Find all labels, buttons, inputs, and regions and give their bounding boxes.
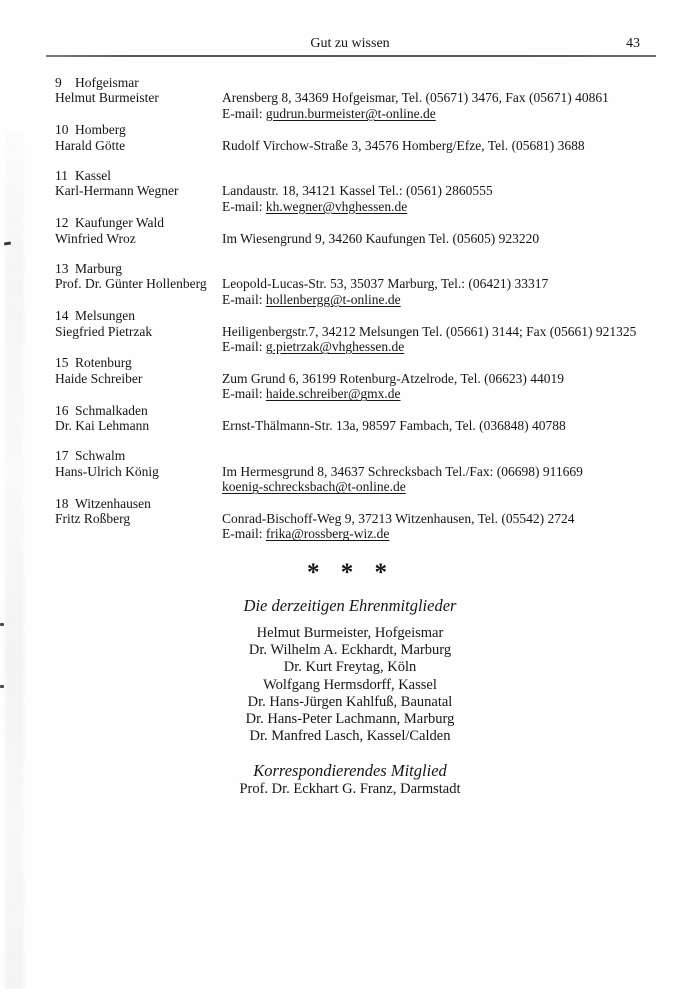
entry-city-line [55,261,222,276]
entry-email: g.pietrzak@vhghessen.de [265,339,405,355]
scan-smudge-band [5,130,24,989]
entry-number: 15 [55,355,69,371]
entry-email-line [222,106,680,121]
entry-address: Leopold-Lucas-Str. 53, 35037 Marburg, Tel.: (06421) 33317 [222,276,549,292]
entry-email-line [222,292,680,307]
entry-address: Rudolf Virchow-Straße 3, 34576 Homberg/Efze, Tel. (05681) 3688 [222,137,585,153]
entry-address: Landaustr. 18, 34121 Kassel Tel.: (0561) 2860555 [222,183,493,199]
entry-city-line [55,215,222,230]
entry-email: hollenbergg@t-online.de [265,291,401,307]
entry-name: Harald Götte [55,137,126,153]
email-prefix: E-mail: [222,339,266,355]
honorary-member: Helmut Burmeister, Hofgeismar [256,625,444,641]
entry-address: Arensberg 8, 34369 Hofgeismar, Tel. (05671) 3476, Fax (05671) 40861 [222,90,609,106]
entry-address: Im Hermesgrund 8, 34637 Schrecksbach Tel./Fax: (06698) 911669 [222,463,583,479]
entry-city: Homberg [75,122,126,138]
corresponding-member: Prof. Dr. Eckhart G. Franz, Darmstadt [239,781,461,797]
entry-city-line [55,308,222,323]
entry-number: 13 [55,261,69,277]
entry-city-line [55,75,222,90]
entry-name: Karl-Hermann Wegner [55,183,179,199]
entry-city: Schmalkaden [75,402,148,418]
entry-address: Heiligenbergstr.7, 34212 Melsungen Tel. (05661) 3144; Fax (05661) 921325 [222,323,637,339]
email-prefix: E-mail: [222,386,266,402]
entry-name: Prof. Dr. Günter Hollenberg [55,276,207,292]
directory-entry [55,122,680,153]
directory-entry [55,215,680,246]
entry-email: kh.wegner@vhghessen.de [265,198,408,214]
entry-email-line [222,386,680,401]
entry-address: Conrad-Bischoff-Weg 9, 37213 Witzenhausen, Tel. (05542) 2724 [222,511,575,527]
entry-city: Kaufunger Wald [75,215,165,231]
entry-city: Witzenhausen [75,495,151,511]
entry-city-line [55,355,222,370]
entry-number: 16 [55,402,69,418]
entry-email-line [222,526,680,541]
directory-entry [55,496,680,542]
entry-email-line [222,199,680,214]
entry-name: Siegfried Pietrzak [55,323,153,339]
entry-city: Schwalm [75,448,126,464]
honorary-member: Dr. Manfred Lasch, Kassel/Calden [249,728,451,745]
directory-entry [55,261,680,307]
scan-artifact-mark [0,685,4,688]
entry-city-line [55,496,222,511]
entry-name: Fritz Roßberg [55,511,131,527]
entry-city-line [55,122,222,137]
entry-name: Helmut Burmeister [55,90,159,106]
entry-number: 17 [55,448,69,464]
directory-entry [55,355,680,401]
email-prefix: E-mail: [222,291,266,307]
entry-address: Zum Grund 6, 36199 Rotenburg-Atzelrode, Tel. (06623) 44019 [222,370,565,386]
entry-number: 18 [55,495,69,511]
entry-email: gudrun.burmeister@t-online.de [265,105,436,121]
entry-address: Ernst-Thälmann-Str. 13a, 98597 Fambach, Tel. (036848) 40788 [222,418,566,434]
entry-email-line [222,339,680,354]
directory-entry [55,448,680,494]
entry-city-line [55,168,222,183]
directory-entry [55,308,680,354]
email-prefix: E-mail: [222,105,266,121]
honorary-member: Wolfgang Hermsdorff, Kassel [263,676,437,693]
page-number: 43 [626,36,640,51]
entry-address: Im Wiesengrund 9, 34260 Kaufungen Tel. (05605) 923220 [222,230,540,246]
entry-email: koenig-schrecksbach@t-online.de [222,479,406,495]
corresponding-member-heading: Korrespondierendes Mitglied [253,761,447,780]
entry-number: 14 [55,308,69,324]
entry-name: Winfried Wroz [55,230,136,246]
entry-number: 12 [55,215,69,231]
entry-email: haide.schreiber@gmx.de [265,386,401,402]
entry-number: 11 [55,168,68,184]
entry-number: 9 [55,75,62,90]
entry-number: 10 [55,122,69,138]
entry-name: Hans-Ulrich König [55,463,159,479]
entry-city: Rotenburg [75,355,132,371]
directory-entry [55,75,680,121]
entry-city-line [55,448,222,463]
header-rule [46,55,656,57]
honorary-members-list [0,625,700,745]
directory-list [55,75,680,543]
entry-city: Melsungen [75,308,135,324]
entry-city: Kassel [75,168,111,184]
entry-city-line [55,403,222,418]
directory-entry [55,403,680,434]
email-prefix: E-mail: [222,526,266,542]
entry-name: Dr. Kai Lehmann [55,418,150,434]
scan-artifact-mark [0,623,4,626]
running-header-title: Gut zu wissen [310,36,390,51]
directory-entry [55,168,680,214]
entry-email-line [222,479,680,494]
entry-email: frika@rossberg-wiz.de [265,526,390,542]
honorary-member: Dr. Hans-Jürgen Kahlfuß, Baunatal [247,693,453,710]
honorary-member: Dr. Hans-Peter Lachmann, Marburg [245,711,455,728]
entry-city: Hofgeismar [75,75,139,90]
entry-city: Marburg [75,261,122,277]
stars-separator: * * * [307,559,393,586]
entry-name: Haide Schreiber [55,370,143,386]
honorary-member: Dr. Wilhelm A. Eckhardt, Marburg [248,642,452,659]
email-prefix: E-mail: [222,198,266,214]
honorary-members-heading: Die derzeitigen Ehrenmitglieder [243,596,457,615]
honorary-member: Dr. Kurt Freytag, Köln [283,659,417,676]
